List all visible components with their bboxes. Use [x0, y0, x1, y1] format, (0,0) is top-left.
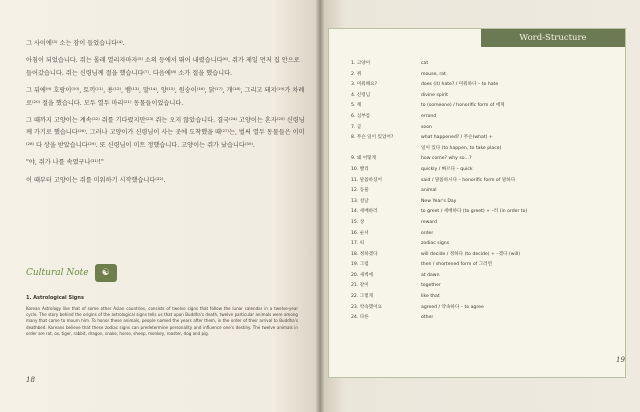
vocab-korean: 19. 그럼	[351, 262, 369, 268]
vocab-english: to (someone) / honorific form of 에게	[421, 103, 505, 109]
vocab-row	[329, 271, 625, 282]
vocab-row	[329, 91, 625, 102]
page-number-left: 18	[26, 376, 35, 384]
vocab-english: what happened? / 무슨(what) +	[421, 135, 493, 141]
vocab-row	[329, 303, 625, 314]
vocab-english: animal	[421, 188, 437, 194]
vocab-korean: 20. 새벽에	[351, 272, 374, 278]
vocab-english: said / 말씀하시다 – honorific form of 말하다	[421, 177, 516, 183]
vocab-english: other	[421, 315, 434, 321]
vocab-row	[329, 313, 625, 324]
vocab-korean: 10. 빨리	[351, 166, 369, 172]
story-paragraph: 그 사이에⁽³⁾ 소는 잠이 들었습니다⁽⁴⁾.	[26, 40, 125, 47]
vocab-korean: 4. 신령님	[351, 92, 371, 98]
vocab-korean: 8. 무슨 일이 있었어?	[351, 135, 394, 141]
vocab-korean: 15. 상	[351, 219, 365, 225]
vocab-row	[329, 133, 625, 144]
vocab-row	[329, 260, 625, 271]
vocab-row	[329, 239, 625, 250]
vocab-row	[329, 229, 625, 240]
vocab-english: soon	[421, 124, 432, 130]
story-paragraph: 아침이 되었습니다. 쥐는 몰래 열리자마자⁽⁵⁾ 소의 등에서 뛰어 내렸습니다⁽⁶⁾. 쥐가 제일 먼저 집 안으로 들어갔습니다. 쥐는 신령님께 절을 했습니다⁽⁷⁾. 다음에⁽⁸⁾ 소가 절을 했습니다.	[26, 57, 300, 77]
vocab-row	[329, 154, 625, 165]
vocab-korean: 22. 그렇게	[351, 294, 374, 300]
cultural-note-subtitle: 1. Astrological Signs	[26, 295, 84, 301]
vocab-english: order	[421, 230, 434, 236]
vocab-english: errand	[421, 113, 437, 119]
vocab-korean: 21. 같이	[351, 283, 369, 289]
vocab-korean: 11. 말씀하셨어	[351, 177, 382, 183]
vocab-english: agreed / 약속하다 – to agree	[421, 304, 484, 310]
vocab-english: together	[421, 283, 441, 289]
vocab-english: like that	[421, 294, 440, 300]
vocabulary-list	[329, 59, 625, 324]
vocab-row	[329, 218, 625, 229]
vocab-row	[329, 165, 625, 176]
vocab-english: 일이 있다 (to happen, to take place)	[421, 145, 502, 151]
vocab-english: then / shortened form of 그러면	[421, 262, 493, 268]
vocab-row	[329, 292, 625, 303]
vocab-row	[329, 176, 625, 187]
vocab-english: reward	[421, 219, 437, 225]
vocab-english: does (it) hate? / 미워하다 – to hate	[421, 82, 499, 88]
vocab-row	[329, 197, 625, 208]
story-paragraph: 그 때까지 고양이는 계속⁽²²⁾ 쥐를 기다렸지만⁽²³⁾ 쥐는 오지 않았습니다. 결국⁽²⁴⁾ 고양이는 혼자⁽²⁵⁾ 신령님께 가기로 했습니다⁽²⁶⁾. 그러나 고양이가 신령님이 사는 곳에 도착했을 때⁽²⁷⁾는, 벌써 열두 동물들은 이미⁽²⁸⁾ 다 상을 받았습니다⁽²⁹⁾. 또 신령님이 미트 정했습니다. 고양이는 쥐가 났습니다⁽³⁰⁾.	[26, 117, 305, 149]
vocab-row	[329, 59, 625, 70]
cultural-note-header	[26, 264, 117, 282]
vocab-english: at dawn	[421, 272, 440, 278]
vocab-row	[329, 80, 625, 91]
vocab-korean: 3. 미워해요?	[351, 82, 378, 88]
vocab-row	[329, 144, 625, 155]
vocab-korean: 1. 고양이	[351, 61, 371, 66]
vocab-row	[329, 250, 625, 261]
vocab-row	[329, 123, 625, 134]
vocab-korean: 14. 세배하러	[351, 209, 378, 215]
cultural-note-title: Cultural Note	[26, 268, 89, 278]
book-gutter	[316, 0, 324, 412]
vocab-korean: 13. 설날	[351, 198, 369, 204]
korean-flag-icon: ☯	[95, 264, 117, 282]
vocab-row	[329, 186, 625, 197]
story-text	[26, 38, 306, 192]
vocab-english: cat	[421, 61, 429, 66]
vocab-english: zodiac signs	[421, 241, 450, 247]
vocab-korean: 2. 쥐	[351, 71, 362, 77]
vocab-korean: 18. 정하겠다	[351, 251, 378, 257]
vocab-korean: 24. 다른	[351, 315, 369, 321]
vocab-korean: 6. 심부름	[351, 113, 371, 119]
vocab-row	[329, 70, 625, 81]
vocab-korean: 16. 순서	[351, 230, 369, 236]
vocab-english: will decide / 정하다 (to decide) + –겠다 (will)	[421, 251, 521, 257]
page-number-right: 19	[616, 356, 625, 364]
word-structure-title: Word-Structure	[481, 29, 625, 47]
vocab-english: to greet / 세배하다 (to greet) + –러 (in order to)	[421, 209, 528, 215]
story-paragraph: 이 때부터 고양이는 쥐를 미워하기 시작했습니다⁽³²⁾.	[26, 176, 166, 184]
vocab-korean: 5. 께	[351, 103, 362, 109]
vocab-english: how come? why so…?	[421, 156, 472, 162]
vocab-row	[329, 112, 625, 123]
word-structure-panel	[328, 28, 626, 378]
vocab-korean: 17. 띠	[351, 241, 365, 247]
story-paragraph: "야, 쥐가 나를 속였구나⁽³¹⁾!"	[26, 159, 104, 167]
vocab-row	[329, 101, 625, 112]
vocab-english: quickly / 빠르다 – quick	[421, 166, 473, 172]
vocab-english: New Year's Day	[421, 198, 457, 204]
vocab-row	[329, 207, 625, 218]
vocab-korean: 12. 동물	[351, 188, 369, 194]
vocab-korean: 9. 왜 어떻게	[351, 156, 377, 162]
vocab-english: divine spirit	[421, 92, 448, 98]
vocab-korean: 7. 곧	[351, 124, 362, 130]
vocab-row	[329, 281, 625, 292]
vocab-english: mouse, rat	[421, 71, 446, 77]
cultural-note-body: Korean Astrology like that of some other Asian countries, consists of twelve signs that follow the lunar calendar in a twelve-year cycle. The story behind the origins of the astrological signs tells us that upon Buddha's death, twelve particular animals were among many that came to mourn him. To honor these animals, people named the years after them, in the order of their arrival to Buddha's deathbed. Koreans believe that these zodiac signs can predetermine personality and influence one's destiny. The twelve animals in order are rat, ox, tiger, rabbit, dragon, snake, horse, sheep, monkey, rooster, dog and pig.	[26, 306, 298, 336]
vocab-korean: 23. 약속했어요	[351, 304, 382, 310]
right-page	[320, 0, 640, 412]
story-paragraph: 그 뒤에⁽⁹⁾ 호랑이⁽¹⁰⁾, 토끼⁽¹¹⁾, 용⁽¹²⁾, 뱀⁽¹³⁾, 말⁽¹⁴⁾, 양⁽¹⁵⁾, 원숭이⁽¹⁶⁾, 닭⁽¹⁷⁾, 개⁽¹⁸⁾, 그리고 돼지⁽¹⁹⁾가 차례로⁽²⁰⁾ 절을 했습니다. 모두 열두 마리⁽²¹⁾ 동물들이었습니다.	[26, 87, 305, 107]
